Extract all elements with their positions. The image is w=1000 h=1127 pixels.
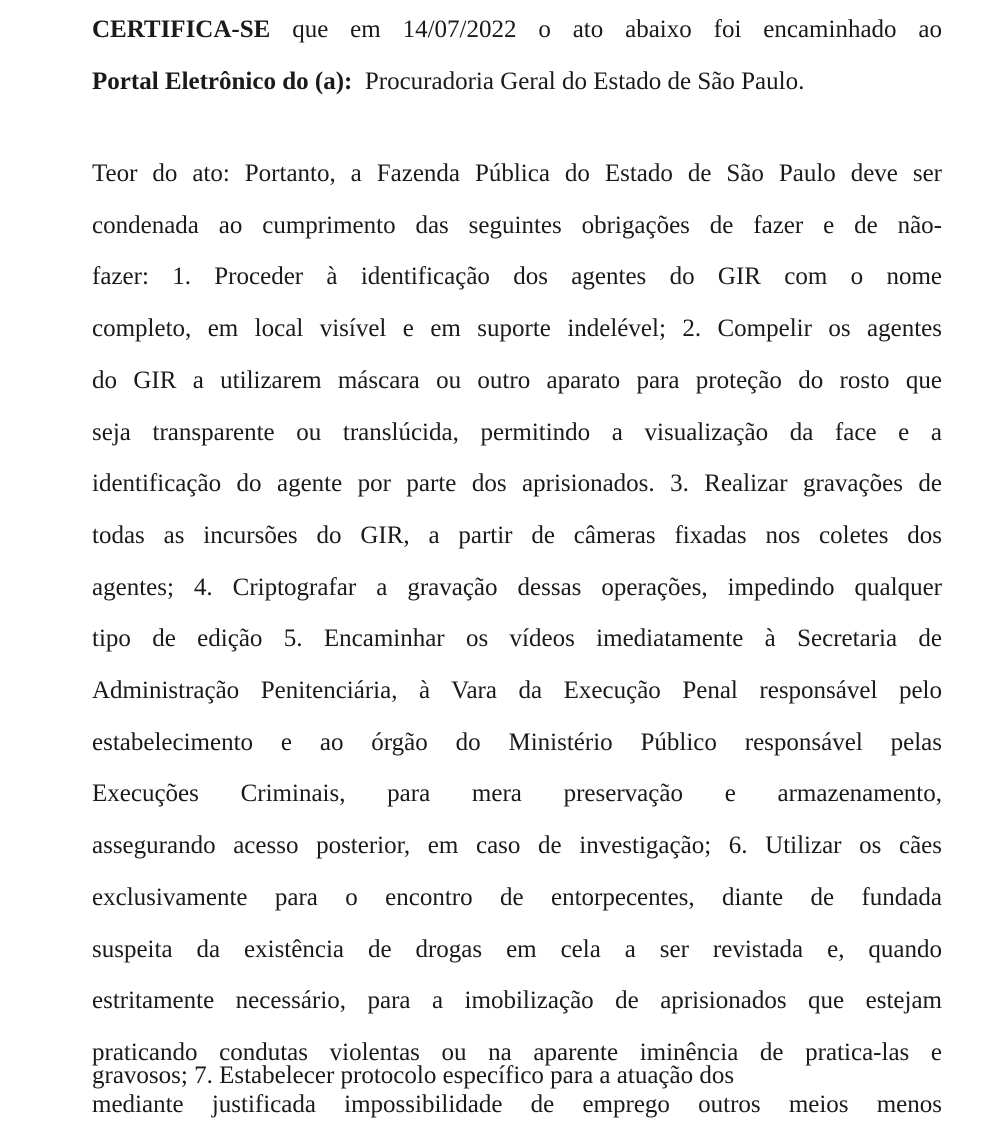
certificate-paragraph bbox=[92, 8, 942, 104]
certificate-line-2 bbox=[92, 60, 942, 104]
teor-line: agentes; 4. Criptografar a gravação dessas operações, impedindo qualquer bbox=[92, 573, 942, 601]
certifica-se-label: CERTIFICA-SE bbox=[92, 16, 271, 43]
portal-label: Portal Eletrônico do (a): bbox=[92, 68, 353, 95]
teor-line: fazer: 1. Proceder à identificação dos agentes do GIR com o nome bbox=[92, 263, 942, 291]
teor-line: completo, em local visível e em suporte indelével; 2. Compelir os agentes bbox=[92, 315, 942, 343]
teor-line: condenada ao cumprimento das seguintes obrigações de fazer e de não- bbox=[92, 211, 942, 239]
clipped-line-container bbox=[92, 1062, 942, 1089]
teor-line: seja transparente ou translúcida, permitindo a visualização da face e a bbox=[92, 418, 942, 446]
certificate-text: que em 14/07/2022 o ato abaixo foi encaminhado ao bbox=[292, 16, 943, 43]
teor-line: do GIR a utilizarem máscara ou outro aparato para proteção do rosto que bbox=[92, 366, 942, 394]
teor-line: praticando condutas violentas ou na aparente iminência de pratica-las e bbox=[92, 1038, 942, 1066]
teor-paragraph bbox=[92, 152, 942, 1118]
teor-line: mediante justificada impossibilidade de emprego outros meios menos bbox=[92, 1090, 942, 1118]
teor-line: estabelecimento e ao órgão do Ministério Público responsável pelas bbox=[92, 728, 942, 756]
teor-line: tipo de edição 5. Encaminhar os vídeos imediatamente à Secretaria de bbox=[92, 625, 942, 653]
teor-line: Teor do ato: Portanto, a Fazenda Pública do Estado de São Paulo deve ser bbox=[92, 160, 942, 187]
teor-line: exclusivamente para o encontro de entorpecentes, diante de fundada bbox=[92, 883, 942, 911]
certificate-line-1 bbox=[92, 8, 942, 52]
teor-line: identificação do agente por parte dos aprisionados. 3. Realizar gravações de bbox=[92, 470, 942, 498]
teor-line: Administração Penitenciária, à Vara da Execução Penal responsável pelo bbox=[92, 677, 942, 704]
teor-line: estritamente necessário, para a imobilização de aprisionados que estejam bbox=[92, 987, 942, 1015]
teor-line: suspeita da existência de drogas em cela a ser revistada e, quando bbox=[92, 935, 942, 963]
teor-line: Execuções Criminais, para mera preservação e armazenamento, bbox=[92, 780, 942, 808]
clipped-text-line: gravosos; 7. Estabelecer protocolo específico para a atuação dos bbox=[92, 1062, 735, 1089]
teor-line: todas as incursões do GIR, a partir de câmeras fixadas nos coletes dos bbox=[92, 521, 942, 549]
teor-line: assegurando acesso posterior, em caso de investigação; 6. Utilizar os cães bbox=[92, 832, 942, 860]
portal-recipient: Procuradoria Geral do Estado de São Paulo. bbox=[364, 68, 805, 95]
